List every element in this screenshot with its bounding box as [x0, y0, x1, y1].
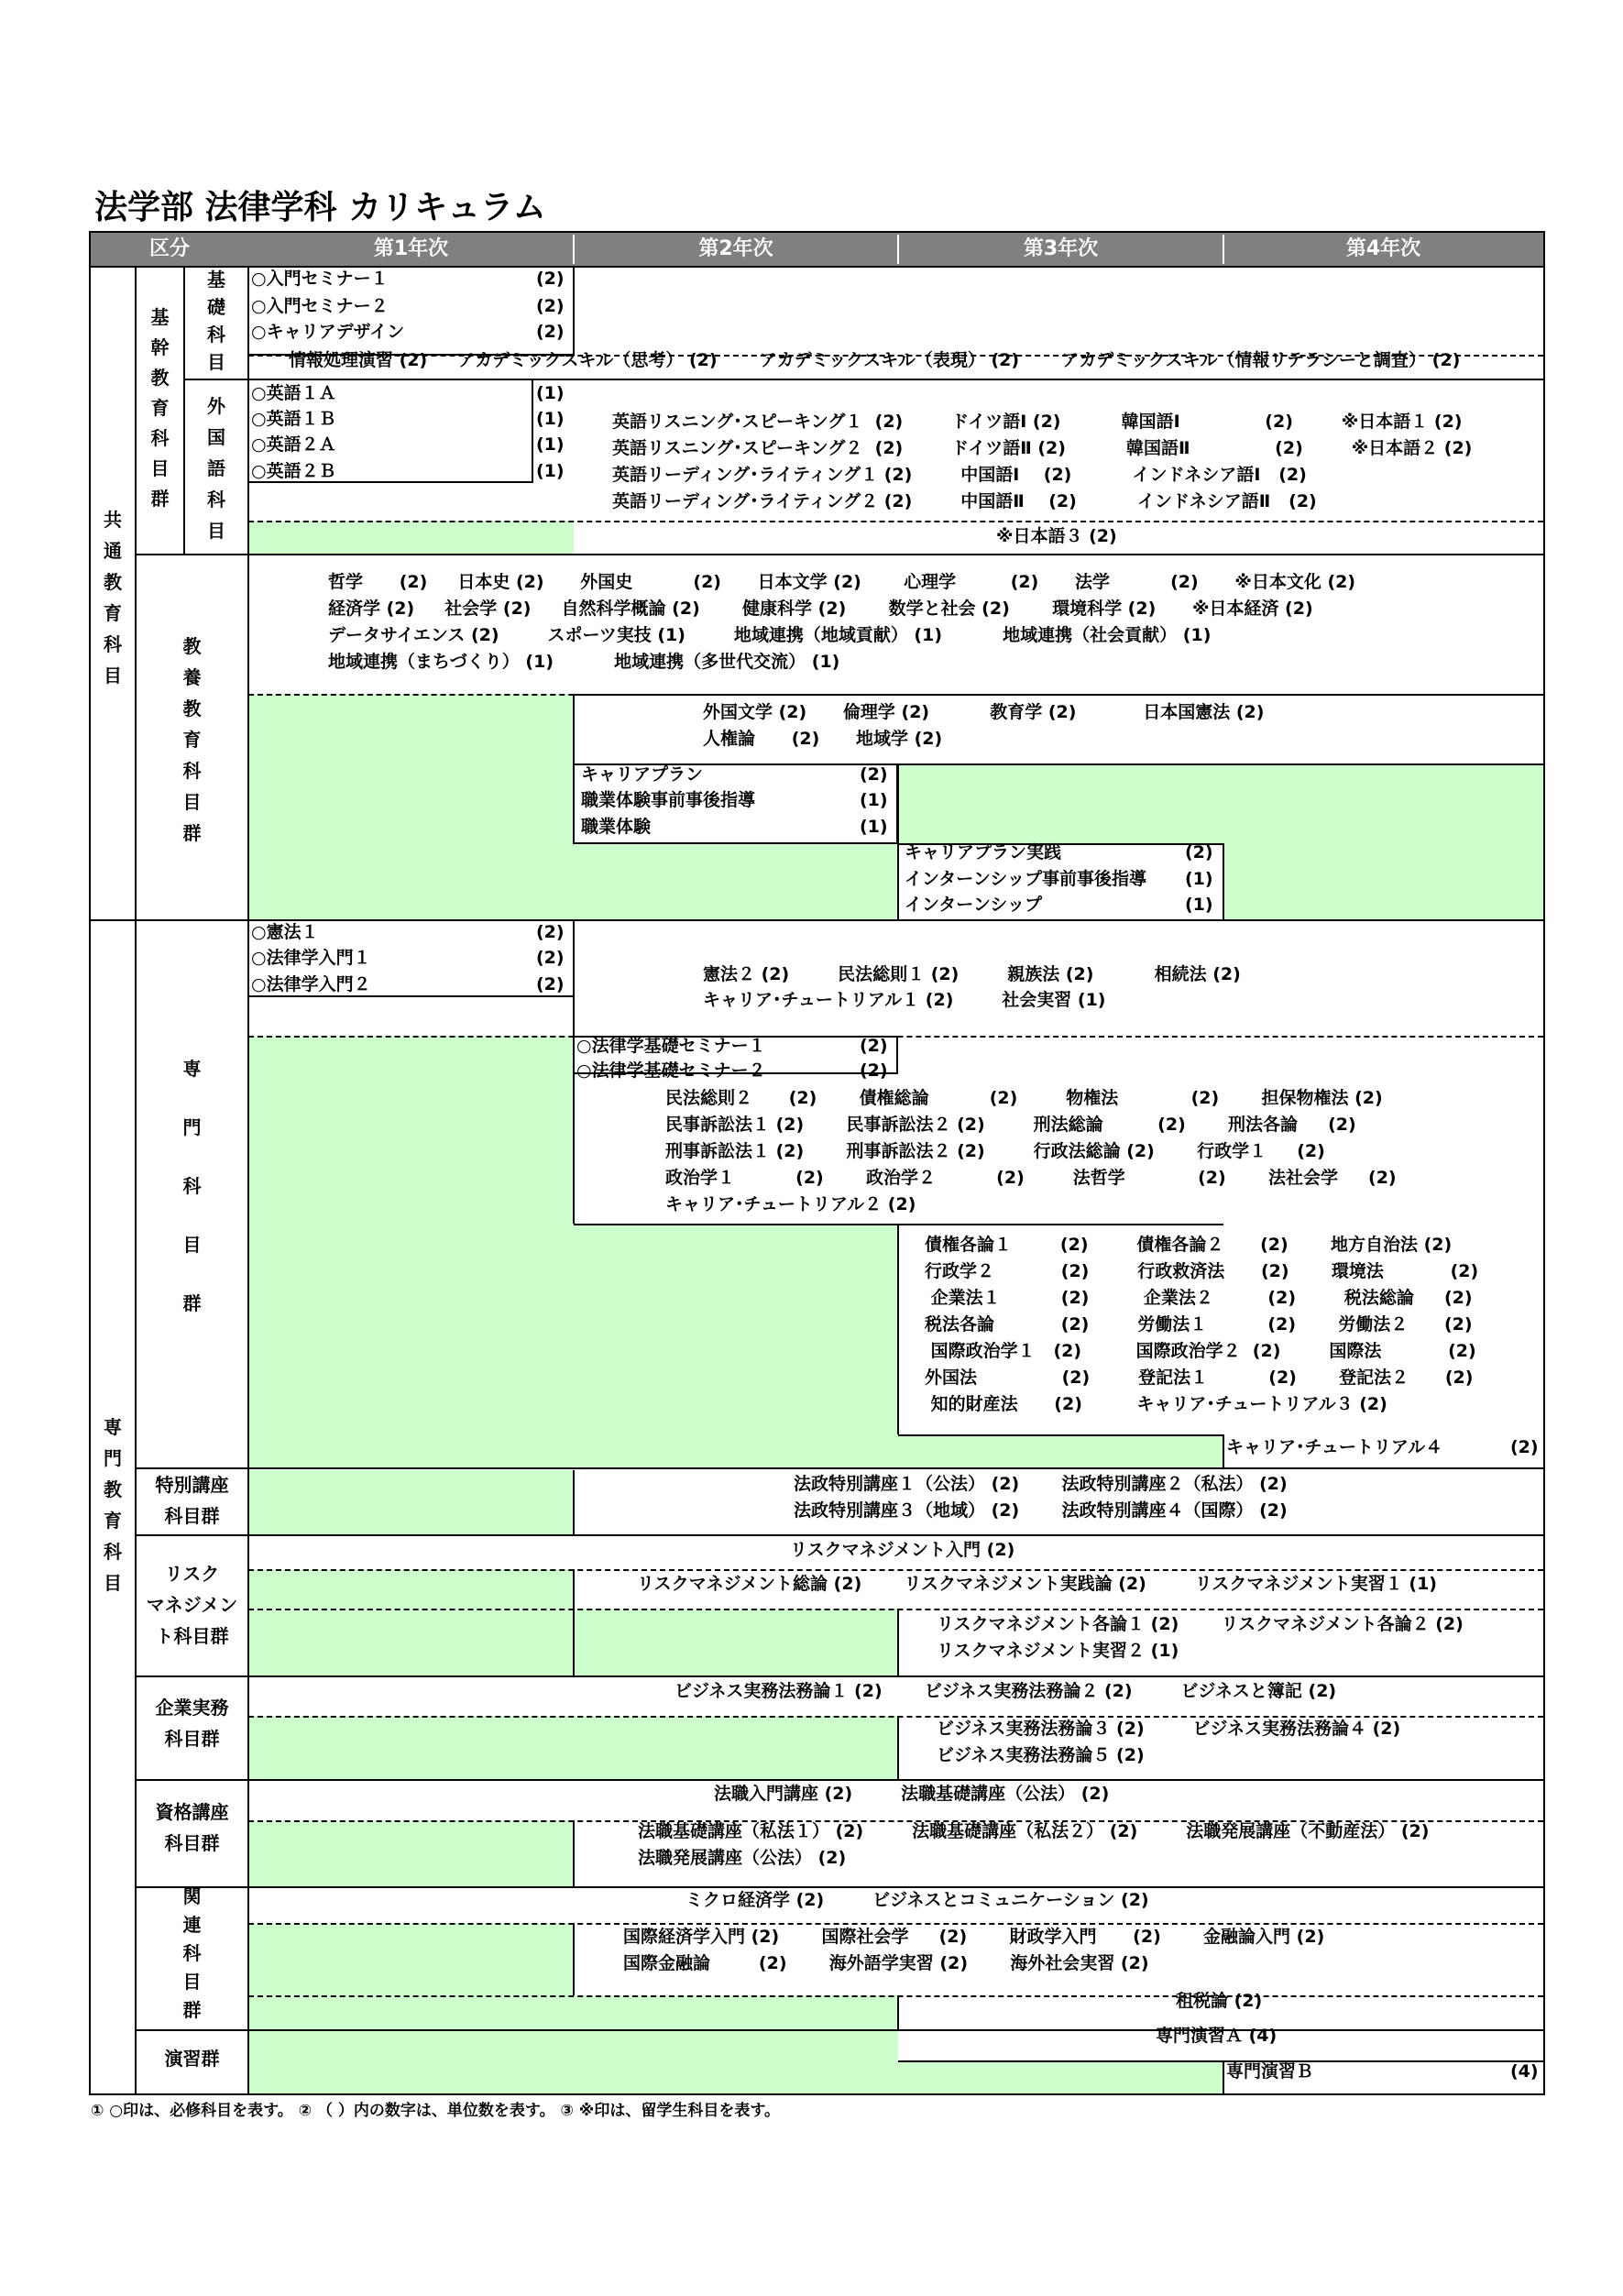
course-text: キャリア･チュートリアル２ (2)	[665, 1194, 916, 1214]
course-credit: (1)	[1185, 869, 1213, 889]
course-text: 専門演習Ａ (4)	[1156, 2026, 1278, 2046]
course-text: 企業法１ (2) 企業法２ (2) 税法総論 (2)	[925, 1288, 1473, 1308]
course-text: ○英語１Ｂ	[251, 409, 336, 429]
header-year-3: 第3年次	[1023, 237, 1099, 260]
header-year-1: 第1年次	[373, 237, 449, 260]
course-text: 知的財産法 (2) キャリア･チュートリアル３ (2)	[925, 1394, 1387, 1414]
course-credit: (2)	[536, 948, 565, 968]
course-text: 情報処理演習 (2) アカデミックスキル（思考） (2) アカデミックスキル（表現） (2) アカデミックスキル（情報リテラシーと調査） (2)	[289, 350, 1461, 370]
course-text: 国際経済学入門 (2) 国際社会学 (2) 財政学入門 (2) 金融論入門 (2)	[623, 1927, 1325, 1947]
category-shikaku: 資格講座 科目群	[155, 1801, 229, 1854]
course-credit: (2)	[536, 974, 565, 994]
category-kiso: 基 礎 科 目	[207, 269, 225, 373]
course-text: リスクマネジメント各論１ (2) リスクマネジメント各論２ (2)	[937, 1614, 1464, 1634]
course-text: キャリア･チュートリアル４	[1226, 1437, 1443, 1457]
course-credit: (2)	[536, 296, 565, 316]
course-credit: (2)	[860, 1036, 888, 1056]
course-text: インターンシップ	[905, 895, 1043, 915]
course-text: ○英語１Ａ	[251, 383, 336, 403]
course-text: 英語リーディング･ライティング１ (2) 中国語Ⅰ (2) インドネシア語Ⅰ (2)	[612, 465, 1307, 485]
course-text: 法職発展講座（公法） (2)	[638, 1848, 847, 1868]
course-text: 民事訴訟法１ (2) 民事訴訟法２ (2) 刑法総論 (2) 刑法各論 (2)	[665, 1115, 1356, 1135]
category-kikan: 基 幹 教 育 科 目 群	[150, 306, 170, 510]
category-kanren: 関 連 科 目 群	[182, 1885, 202, 2021]
course-text: 行政学２ (2) 行政救済法 (2) 環境法 (2)	[925, 1261, 1479, 1281]
course-credit: (1)	[536, 383, 565, 403]
course-text: インターンシップ事前事後指導	[905, 869, 1147, 889]
course-text: リスクマネジメント実習２ (1)	[937, 1641, 1179, 1661]
course-text: ○英語２Ｂ	[251, 461, 336, 481]
course-text: 職業体験	[581, 817, 652, 837]
course-text: ○入門セミナー２	[251, 296, 389, 316]
course-text: 刑事訴訟法１ (2) 刑事訴訟法２ (2) 行政法総論 (2) 行政学１ (2)	[665, 1141, 1325, 1161]
course-credit: (2)	[1510, 1437, 1539, 1457]
course-text: 債権各論１ (2) 債権各論２ (2) 地方自治法 (2)	[925, 1235, 1453, 1255]
course-text: 法職入門講座 (2) 法職基礎講座（公法） (2)	[714, 1784, 1110, 1804]
course-text: ビジネス実務法務論３ (2) ビジネス実務法務論４ (2)	[937, 1719, 1401, 1739]
course-text: 法職基礎講座（私法１） (2) 法職基礎講座（私法２） (2) 法職発展講座（不動産法） (2)	[638, 1821, 1430, 1841]
course-text: 経済学 (2) 社会学 (2) 自然科学概論 (2) 健康科学 (2) 数学と社会 (2) 環境科学 (2) ※日本経済 (2)	[328, 599, 1313, 619]
category-kyotsu: 共 通 教 育 科 目	[104, 509, 122, 687]
course-text: ○法律学基礎セミナー２	[576, 1060, 766, 1081]
course-text: ○キャリアデザイン	[251, 322, 405, 342]
category-kyoyo: 教 養 教 育 科 目 群	[182, 635, 202, 844]
course-credit: (1)	[1185, 895, 1213, 915]
course-text: 英語リスニング･スピーキング２ (2) ドイツ語Ⅱ (2) 韓国語Ⅱ (2) ※日本語２ (2)	[612, 438, 1473, 458]
course-text: 人権論 (2) 地域学 (2)	[703, 729, 943, 749]
header-year-2: 第2年次	[698, 237, 773, 260]
course-text: ※日本語３ (2)	[996, 526, 1117, 546]
course-text: 国際政治学１ (2) 国際政治学２ (2) 国際法 (2)	[925, 1341, 1476, 1361]
course-credit: (1)	[860, 817, 888, 837]
course-text: ミクロ経済学 (2) ビジネスとコミュニケーション (2)	[685, 1890, 1149, 1910]
category-tokubetsu: 特別講座 科目群	[155, 1474, 229, 1527]
category-gaikoku: 外 国 語 科 目	[207, 395, 225, 542]
course-credit: (1)	[536, 461, 565, 481]
course-credit: (4)	[1510, 2061, 1539, 2082]
course-text: 地域連携（まちづくり） (1) 地域連携（多世代交流） (1)	[328, 652, 840, 672]
course-credit: (2)	[860, 764, 888, 785]
course-text: ○憲法１	[251, 922, 319, 942]
course-text: データサイエンス (2) スポーツ実技 (1) 地域連携（地域貢献） (1) 地域連携（社会貢献） (1)	[328, 625, 1212, 645]
course-text: 専門演習Ｂ	[1226, 2061, 1314, 2082]
course-text: 哲学 (2) 日本史 (2) 外国史 (2) 日本文学 (2) 心理学 (2) 法学 (2) ※日本文化 (2)	[328, 572, 1356, 592]
header-kubun: 区分	[148, 237, 190, 260]
course-text: 政治学１ (2) 政治学２ (2) 法哲学 (2) 法社会学 (2)	[665, 1168, 1397, 1188]
page-title: 法学部 法律学科 カリキュラム	[94, 189, 546, 226]
course-text: ビジネス実務法務論１ (2) ビジネス実務法務論２ (2) ビジネスと簿記 (2)	[674, 1681, 1337, 1701]
header-year-4: 第4年次	[1345, 237, 1421, 260]
category-enshu: 演習群	[164, 2048, 220, 2070]
course-text: ○法律学入門１	[251, 948, 371, 968]
course-text: リスクマネジメント入門 (2)	[790, 1540, 1015, 1560]
course-text: キャリアプラン	[581, 764, 704, 785]
course-text: 法政特別講座３（地域） (2) 法政特別講座４（国際） (2)	[794, 1500, 1288, 1521]
course-credit: (1)	[536, 434, 565, 455]
course-text: 英語リーディング･ライティング２ (2) 中国語Ⅱ (2) インドネシア語Ⅱ (2)	[612, 491, 1317, 511]
category-risk: リスク マネジメン ト科目群	[146, 1563, 238, 1647]
course-text: 法政特別講座１（公法） (2) 法政特別講座２（私法） (2)	[794, 1474, 1288, 1494]
course-credit: (2)	[536, 922, 565, 942]
course-text: キャリアプラン実践	[905, 842, 1062, 862]
course-text: リスクマネジメント総論 (2) リスクマネジメント実践論 (2) リスクマネジメント実習１ (1)	[637, 1574, 1437, 1594]
course-text: キャリア･チュートリアル１ (2) 社会実習 (1)	[703, 990, 1106, 1010]
course-text: ○法律学基礎セミナー１	[576, 1036, 766, 1056]
course-text: ○法律学入門２	[251, 974, 371, 994]
course-text: ビジネス実務法務論５ (2)	[937, 1745, 1145, 1765]
course-credit: (1)	[860, 790, 888, 810]
course-text: 国際金融論 (2) 海外語学実習 (2) 海外社会実習 (2)	[623, 1953, 1149, 1973]
footnote: ① ○印は、必修科目を表す。 ② （ ）内の数字は、単位数を表す。 ③ ※印は、留学生科目を表す。	[91, 2102, 780, 2120]
course-text: ○英語２Ａ	[251, 434, 336, 455]
course-credit: (2)	[860, 1060, 888, 1081]
category-senmon: 専 門 科 目 群	[182, 1058, 202, 1314]
category-kigyo: 企業実務 科目群	[155, 1697, 229, 1750]
course-credit: (1)	[536, 409, 565, 429]
course-credit: (2)	[536, 322, 565, 342]
course-text: 憲法２ (2) 民法総則１ (2) 親族法 (2) 相続法 (2)	[703, 964, 1241, 984]
course-text: 外国文学 (2) 倫理学 (2) 教育学 (2) 日本国憲法 (2)	[703, 702, 1265, 722]
course-text: 民法総則２ (2) 債権総論 (2) 物権法 (2) 担保物権法 (2)	[665, 1088, 1383, 1108]
course-text: 職業体験事前事後指導	[581, 790, 756, 810]
course-text: 英語リスニング･スピーキング１ (2) ドイツ語Ⅰ (2) 韓国語Ⅰ (2) ※日本語１ (2)	[612, 412, 1463, 432]
course-text: 税法各論 (2) 労働法１ (2) 労働法２ (2)	[925, 1314, 1473, 1335]
course-text: 外国法 (2) 登記法１ (2) 登記法２ (2)	[925, 1368, 1474, 1388]
course-text: 租税論 (2)	[1176, 1991, 1263, 2011]
course-credit: (2)	[1185, 842, 1213, 862]
course-credit: (2)	[536, 269, 565, 289]
category-senmon-kyoiku: 専 門 教 育 科 目	[104, 1416, 122, 1594]
course-text: ○入門セミナー１	[251, 269, 389, 289]
